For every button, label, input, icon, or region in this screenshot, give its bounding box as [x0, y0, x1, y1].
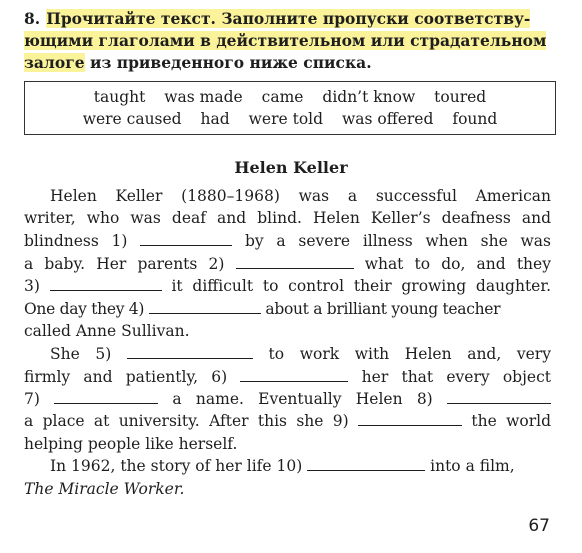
- text-line: blindness 1) by a severe illness when she was: [24, 232, 551, 250]
- task-instruction-line-3a: залоге: [24, 53, 85, 72]
- text-line: She 5) to work with Helen and, very: [50, 345, 551, 363]
- text-line: called Anne Sullivan.: [24, 322, 190, 340]
- task-number: 8.: [24, 9, 41, 28]
- word-bank: [24, 81, 556, 135]
- text-line: a place at university. After this she 9) the world: [24, 412, 552, 430]
- task-instruction: [24, 8, 564, 74]
- gap-5-blank[interactable]: [127, 344, 253, 359]
- task-instruction-line-2b: глаголами в действительном или страдательном: [98, 31, 547, 50]
- word-bank-item: didn’t know: [322, 88, 416, 106]
- text-line: a baby. Her parents 2) what to do, and they: [24, 255, 551, 273]
- word-bank-item: was offered: [341, 110, 434, 128]
- word-bank-item: were caused: [82, 110, 182, 128]
- word-bank-item: found: [452, 110, 498, 128]
- gap-2-blank[interactable]: [236, 254, 354, 269]
- gap-8-blank[interactable]: [447, 389, 551, 404]
- task-instruction-line-3b: из приведенного ниже списка.: [84, 53, 372, 72]
- text-line: In 1962, the story of her life 10) into a film,: [50, 457, 515, 475]
- gap-10-blank[interactable]: [307, 456, 425, 471]
- gap-1-blank[interactable]: [140, 231, 232, 246]
- gap-6-blank[interactable]: [240, 367, 348, 382]
- page-number: 67: [528, 516, 550, 536]
- text-line: writer, who was deaf and blind. Helen Keller’s deafness and: [24, 209, 551, 227]
- text-line: helping people like herself.: [24, 435, 238, 453]
- task-instruction-line-2a: ющими: [24, 31, 99, 50]
- gap-7-blank[interactable]: [54, 389, 158, 404]
- word-bank-row-2: [25, 109, 555, 129]
- text-line: 3) it difficult to control their growing daughter.: [24, 277, 551, 295]
- word-bank-item: was made: [164, 88, 243, 106]
- text-title: Helen Keller: [234, 158, 348, 177]
- word-bank-item: toured: [434, 88, 487, 106]
- text-line: 7) a name. Eventually Helen 8): [24, 388, 551, 410]
- word-bank-item: had: [200, 110, 230, 128]
- text-line: One day they 4) about a brilliant young teacher: [24, 300, 501, 318]
- film-title: The Miracle Worker.: [24, 480, 185, 498]
- gap-9-blank[interactable]: [358, 411, 462, 426]
- word-bank-item: were told: [248, 110, 324, 128]
- word-bank-item: came: [261, 88, 304, 106]
- text-line: firmly and patiently, 6) her that every object: [24, 368, 551, 386]
- gap-3-blank[interactable]: [50, 276, 162, 291]
- word-bank-item: taught: [93, 88, 146, 106]
- word-bank-row-1: [25, 87, 555, 107]
- text-line: Helen Keller (1880–1968) was a successful American: [50, 187, 551, 205]
- task-instruction-line-1: Прочитайте текст. Заполните пропуски соответству-: [46, 9, 531, 28]
- gap-4-blank[interactable]: [149, 299, 261, 314]
